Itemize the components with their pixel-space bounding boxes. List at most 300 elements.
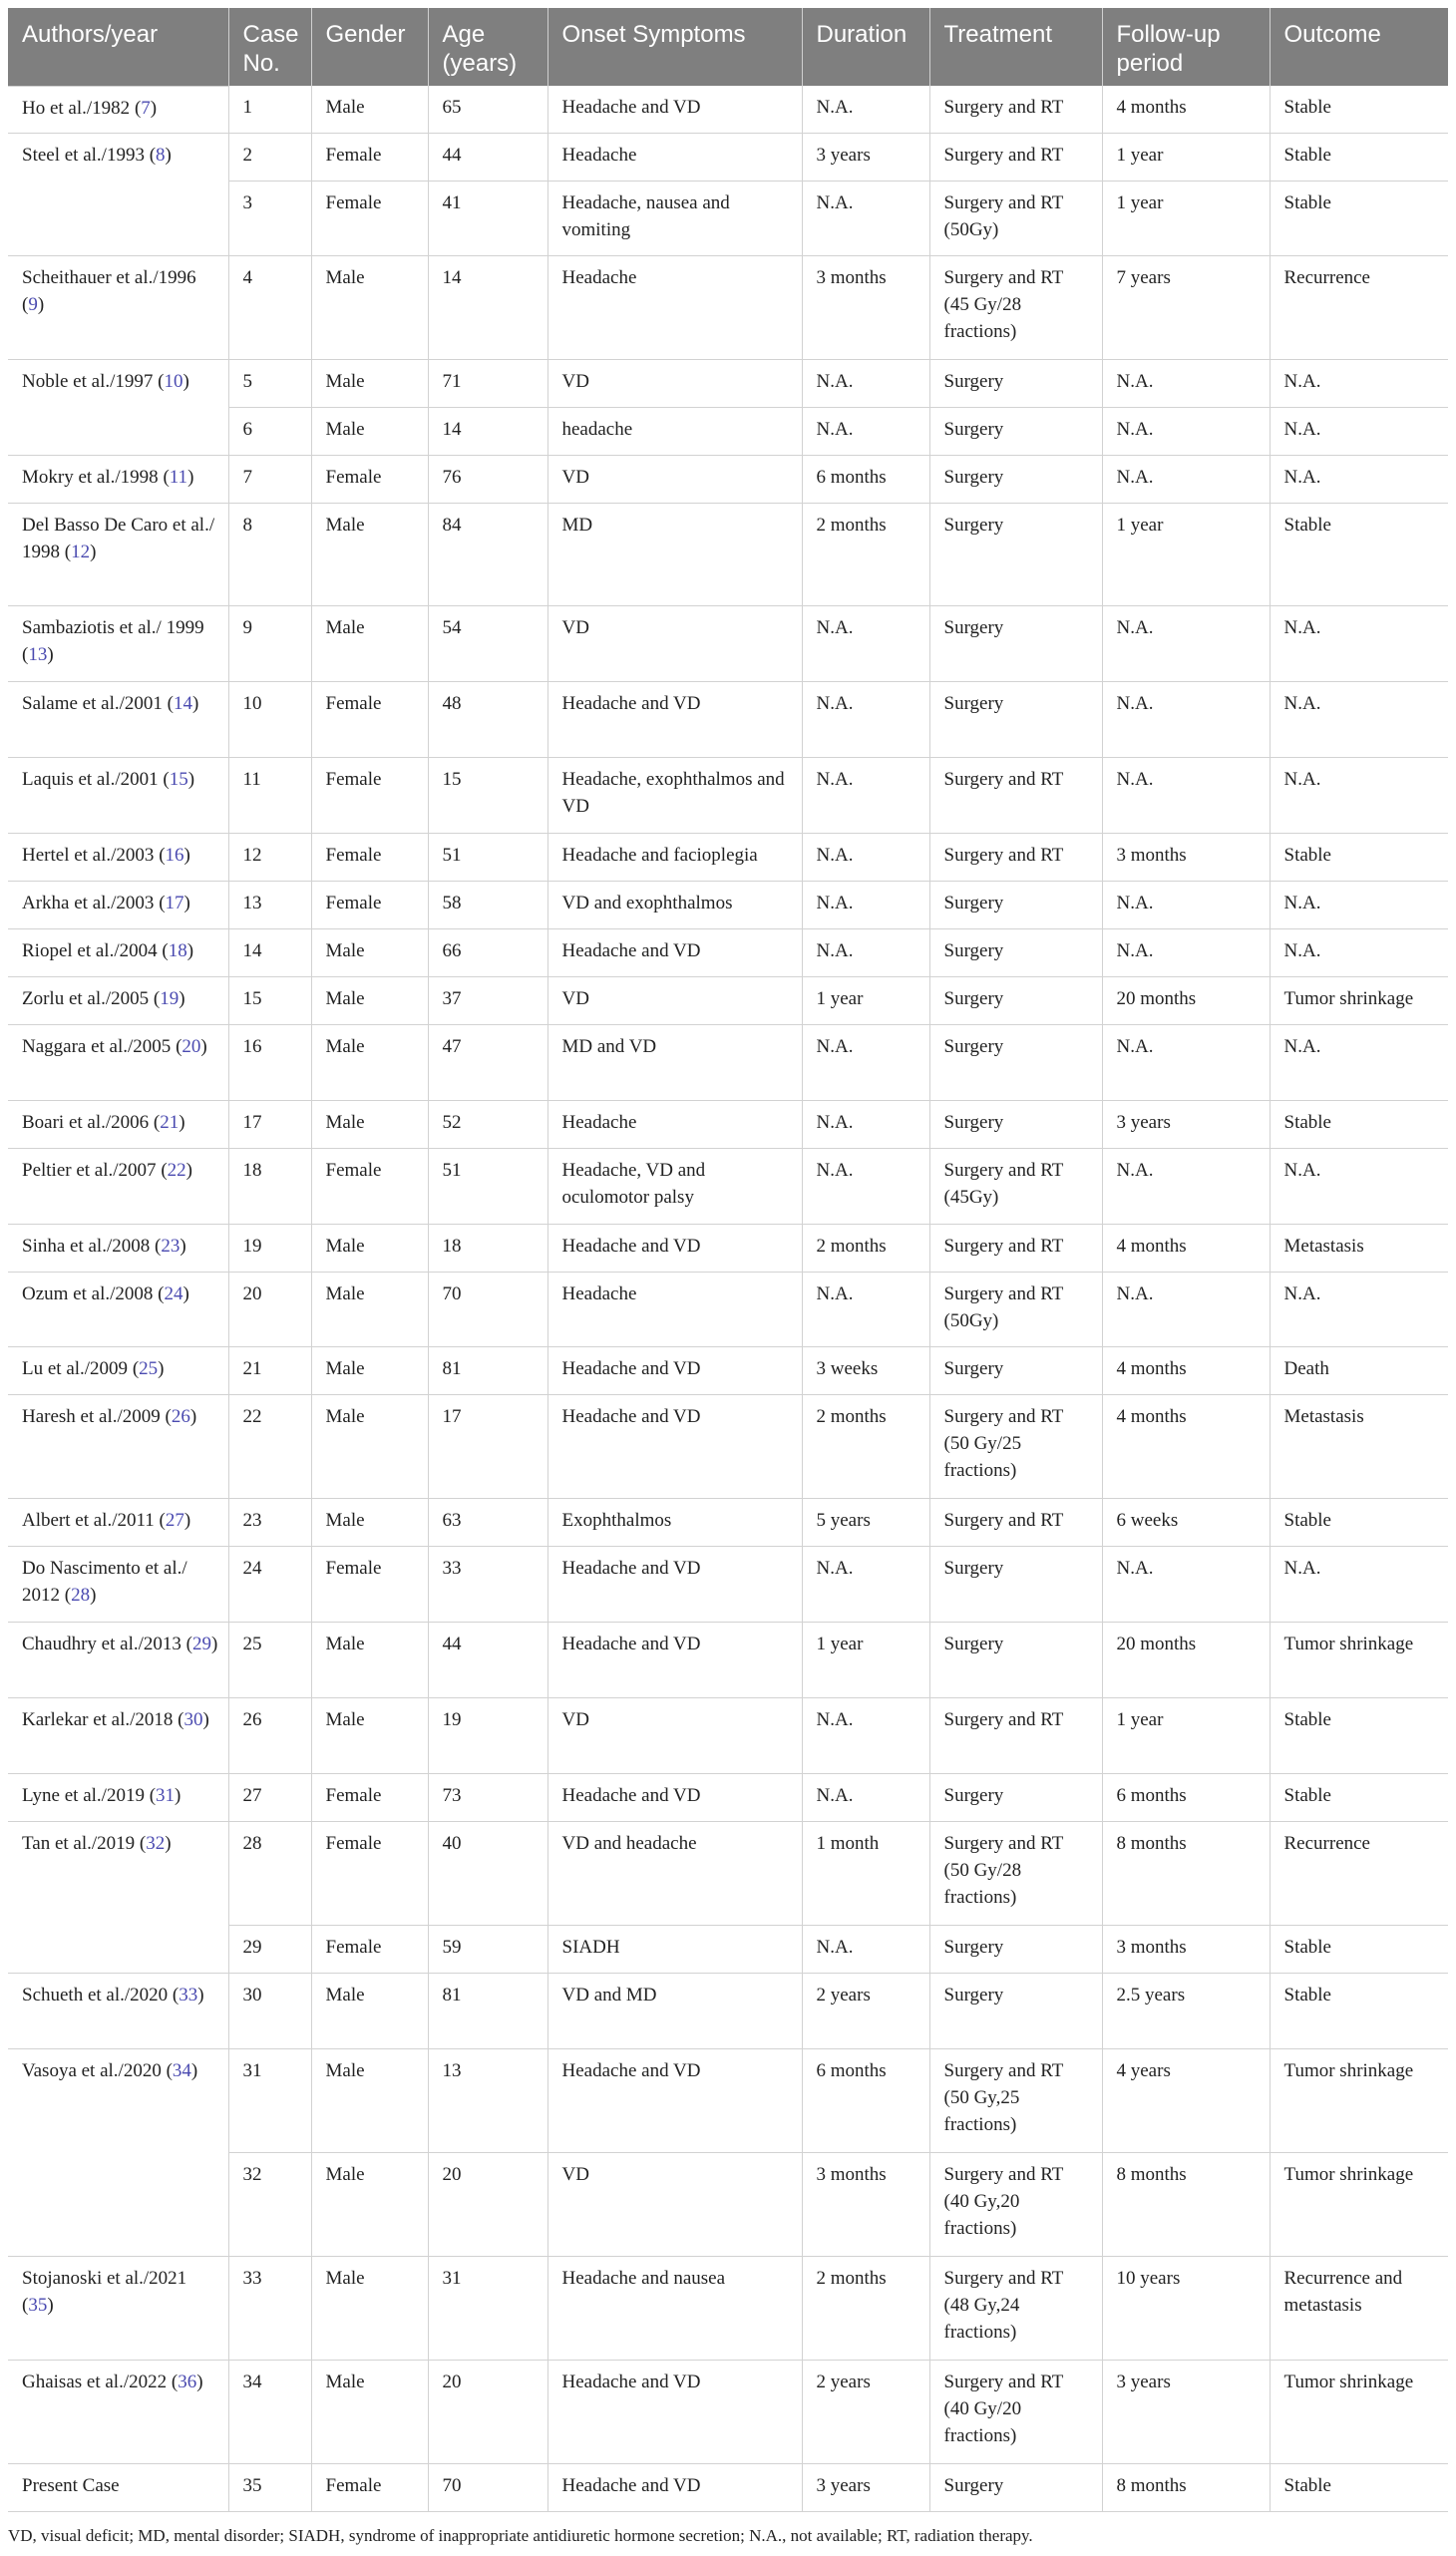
reference-link[interactable]: 21 xyxy=(160,1111,180,1133)
reference-link[interactable]: 32 xyxy=(146,1832,166,1854)
table-row xyxy=(8,359,1448,407)
cell-treatment: Surgery xyxy=(929,605,1102,681)
cell-case: 5 xyxy=(228,359,311,407)
cell-gender: Male xyxy=(311,1346,428,1394)
cell-case: 29 xyxy=(228,1925,311,1973)
cell-case: 20 xyxy=(228,1272,311,1346)
reference-link[interactable]: 28 xyxy=(71,1584,91,1606)
cell-followup: N.A. xyxy=(1102,407,1270,455)
cell-outcome: N.A. xyxy=(1270,928,1448,976)
cell-duration: 1 month xyxy=(802,1821,929,1925)
cell-symptoms: MD and VD xyxy=(547,1024,802,1100)
author-text: Ho et al./1982 xyxy=(22,97,131,119)
author-text: Do Nascimento et al./ 2012 xyxy=(22,1557,187,1606)
header-duration: Duration xyxy=(802,8,929,86)
header-onset-symptoms: Onset Symptoms xyxy=(547,8,802,86)
cell-author: Noble et al./1997 (10) xyxy=(8,359,228,407)
author-text: Del Basso De Caro et al./ 1998 xyxy=(22,514,215,562)
table-header-row xyxy=(8,8,1448,86)
cell-gender: Male xyxy=(311,407,428,455)
cell-age: 59 xyxy=(428,1925,547,1973)
cell-symptoms: VD xyxy=(547,2152,802,2256)
reference-link[interactable]: 35 xyxy=(28,2294,48,2316)
cell-duration: 3 weeks xyxy=(802,1346,929,1394)
table-row xyxy=(8,1394,1448,1498)
cell-followup: 8 months xyxy=(1102,1821,1270,1925)
cell-gender: Male xyxy=(311,2152,428,2256)
cell-duration: N.A. xyxy=(802,605,929,681)
cell-age: 81 xyxy=(428,1973,547,2048)
reference-link[interactable]: 8 xyxy=(156,144,166,166)
table-row xyxy=(8,1148,1448,1224)
cell-age: 41 xyxy=(428,181,547,255)
cell-age: 17 xyxy=(428,1394,547,1498)
cell-author: Karlekar et al./2018 (30) xyxy=(8,1697,228,1773)
reference-link[interactable]: 20 xyxy=(182,1035,201,1057)
author-text: Hertel et al./2003 xyxy=(22,844,155,866)
cell-outcome: Stable xyxy=(1270,1925,1448,1973)
cell-case: 1 xyxy=(228,86,311,133)
cell-author: Scheithauer et al./1996 (9) xyxy=(8,255,228,359)
cell-age: 48 xyxy=(428,681,547,757)
cell-duration: 3 months xyxy=(802,2152,929,2256)
cell-symptoms: Headache, nausea and vomiting xyxy=(547,181,802,255)
cell-followup: 3 months xyxy=(1102,1925,1270,1973)
cell-outcome: N.A. xyxy=(1270,407,1448,455)
cell-gender: Female xyxy=(311,2463,428,2511)
cell-gender: Female xyxy=(311,455,428,503)
cell-duration: N.A. xyxy=(802,1272,929,1346)
cell-treatment: Surgery and RT (40 Gy,20 fractions) xyxy=(929,2152,1102,2256)
cell-case: 34 xyxy=(228,2360,311,2463)
cell-followup: 1 year xyxy=(1102,133,1270,181)
cell-treatment: Surgery xyxy=(929,1346,1102,1394)
cell-case: 7 xyxy=(228,455,311,503)
cell-outcome: Death xyxy=(1270,1346,1448,1394)
cell-author: Arkha et al./2003 (17) xyxy=(8,881,228,928)
table-row xyxy=(8,1925,1448,1973)
cell-followup: 8 months xyxy=(1102,2152,1270,2256)
cell-case: 25 xyxy=(228,1622,311,1697)
case-table xyxy=(8,8,1448,2512)
cell-age: 31 xyxy=(428,2256,547,2360)
cell-outcome: Metastasis xyxy=(1270,1224,1448,1272)
cell-age: 66 xyxy=(428,928,547,976)
cell-gender: Female xyxy=(311,1821,428,1925)
cell-gender: Male xyxy=(311,1024,428,1100)
cell-case: 2 xyxy=(228,133,311,181)
cell-age: 52 xyxy=(428,1100,547,1148)
header-authors: Authors/year xyxy=(8,8,228,86)
cell-outcome: Stable xyxy=(1270,181,1448,255)
reference-link[interactable]: 24 xyxy=(164,1282,183,1304)
cell-gender: Female xyxy=(311,681,428,757)
table-footnote: VD, visual deficit; MD, mental disorder; SIADH, syndrome of inappropriate antidiuretic hormone secretion; N.A., not available; RT, radiation therapy. xyxy=(8,2526,1033,2545)
cell-duration: N.A. xyxy=(802,1546,929,1622)
cell-author: Mokry et al./1998 (11) xyxy=(8,455,228,503)
reference-link[interactable]: 29 xyxy=(191,1633,211,1654)
reference-link[interactable]: 15 xyxy=(169,768,188,790)
cell-author xyxy=(8,2463,228,2511)
table-row xyxy=(8,2048,1448,2152)
cell-case: 31 xyxy=(228,2048,311,2152)
cell-case: 30 xyxy=(228,1973,311,2048)
cell-treatment: Surgery and RT xyxy=(929,1498,1102,1546)
header-treatment: Treatment xyxy=(929,8,1102,86)
cell-treatment: Surgery xyxy=(929,928,1102,976)
cell-outcome: Stable xyxy=(1270,86,1448,133)
cell-author: Salame et al./2001 (14) xyxy=(8,681,228,757)
author-text: Present Case xyxy=(22,2474,120,2496)
reference-link[interactable]: 27 xyxy=(165,1509,184,1531)
cell-followup: 3 months xyxy=(1102,833,1270,881)
cell-outcome: N.A. xyxy=(1270,1024,1448,1100)
cell-age: 20 xyxy=(428,2152,547,2256)
cell-outcome: Stable xyxy=(1270,1697,1448,1773)
cell-case: 8 xyxy=(228,503,311,605)
cell-followup: N.A. xyxy=(1102,1272,1270,1346)
table-row xyxy=(8,1024,1448,1100)
cell-age: 65 xyxy=(428,86,547,133)
cell-symptoms: Exophthalmos xyxy=(547,1498,802,1546)
reference-link[interactable]: 12 xyxy=(71,541,91,562)
cell-followup: 7 years xyxy=(1102,255,1270,359)
cell-gender: Female xyxy=(311,833,428,881)
cell-duration: 2 years xyxy=(802,1973,929,2048)
cell-treatment: Surgery xyxy=(929,681,1102,757)
cell-symptoms: Headache and VD xyxy=(547,1346,802,1394)
cell-outcome: Tumor shrinkage xyxy=(1270,1622,1448,1697)
table-row xyxy=(8,1973,1448,2048)
cell-duration: 2 months xyxy=(802,503,929,605)
author-text: Mokry et al./1998 xyxy=(22,466,159,488)
author-text: Arkha et al./2003 xyxy=(22,892,155,913)
cell-case: 10 xyxy=(228,681,311,757)
cell-duration: N.A. xyxy=(802,407,929,455)
cell-gender: Male xyxy=(311,1973,428,2048)
author-text: Schueth et al./2020 xyxy=(22,1984,169,2006)
cell-gender: Male xyxy=(311,503,428,605)
author-text: Steel et al./1993 xyxy=(22,144,145,166)
cell-duration: N.A. xyxy=(802,181,929,255)
table-body xyxy=(8,86,1448,2511)
reference-link[interactable]: 18 xyxy=(168,939,187,961)
table-row xyxy=(8,1821,1448,1925)
cell-duration: 1 year xyxy=(802,1622,929,1697)
cell-symptoms: VD xyxy=(547,359,802,407)
cell-case: 16 xyxy=(228,1024,311,1100)
reference-link[interactable]: 7 xyxy=(141,97,151,119)
cell-gender: Male xyxy=(311,2048,428,2152)
cell-symptoms: VD xyxy=(547,605,802,681)
cell-duration: N.A. xyxy=(802,928,929,976)
author-text: Laquis et al./2001 xyxy=(22,768,159,790)
cell-symptoms: VD xyxy=(547,976,802,1024)
header-gender: Gender xyxy=(311,8,428,86)
cell-followup: N.A. xyxy=(1102,928,1270,976)
cell-age: 33 xyxy=(428,1546,547,1622)
cell-case: 28 xyxy=(228,1821,311,1925)
table-row xyxy=(8,1498,1448,1546)
author-text: Chaudhry et al./2013 xyxy=(22,1633,182,1654)
cell-symptoms: Headache and VD xyxy=(547,681,802,757)
reference-link[interactable]: 14 xyxy=(173,692,192,714)
author-text: Stojanoski et al./2021 xyxy=(22,2267,187,2289)
cell-followup: N.A. xyxy=(1102,359,1270,407)
cell-outcome: Stable xyxy=(1270,1100,1448,1148)
author-text: Lyne et al./2019 xyxy=(22,1784,145,1806)
cell-followup: 8 months xyxy=(1102,2463,1270,2511)
cell-duration: N.A. xyxy=(802,1148,929,1224)
cell-case: 17 xyxy=(228,1100,311,1148)
cell-author: Steel et al./1993 (8) xyxy=(8,133,228,181)
cell-age: 40 xyxy=(428,1821,547,1925)
cell-author: Albert et al./2011 (27) xyxy=(8,1498,228,1546)
cell-case: 6 xyxy=(228,407,311,455)
table-row xyxy=(8,757,1448,833)
table-row xyxy=(8,503,1448,605)
cell-case: 13 xyxy=(228,881,311,928)
cell-treatment: Surgery and RT xyxy=(929,133,1102,181)
cell-author: Peltier et al./2007 (22) xyxy=(8,1148,228,1224)
cell-age: 76 xyxy=(428,455,547,503)
reference-link[interactable]: 36 xyxy=(178,2371,197,2392)
cell-duration: N.A. xyxy=(802,359,929,407)
table-row xyxy=(8,1346,1448,1394)
cell-duration: 3 months xyxy=(802,255,929,359)
cell-outcome: Stable xyxy=(1270,1498,1448,1546)
cell-case: 11 xyxy=(228,757,311,833)
cell-followup: 3 years xyxy=(1102,1100,1270,1148)
cell-symptoms: VD xyxy=(547,1697,802,1773)
cell-symptoms: headache xyxy=(547,407,802,455)
cell-treatment: Surgery xyxy=(929,407,1102,455)
cell-followup: 1 year xyxy=(1102,503,1270,605)
cell-treatment: Surgery and RT (45 Gy/28 fractions) xyxy=(929,255,1102,359)
table-row xyxy=(8,1100,1448,1148)
cell-author: Ghaisas et al./2022 (36) xyxy=(8,2360,228,2463)
cell-age: 54 xyxy=(428,605,547,681)
cell-author: Ozum et al./2008 (24) xyxy=(8,1272,228,1346)
cell-author: Tan et al./2019 (32) xyxy=(8,1821,228,1925)
table-row xyxy=(8,976,1448,1024)
cell-age: 51 xyxy=(428,1148,547,1224)
cell-author: Laquis et al./2001 (15) xyxy=(8,757,228,833)
cell-age: 13 xyxy=(428,2048,547,2152)
cell-case: 22 xyxy=(228,1394,311,1498)
cell-outcome: N.A. xyxy=(1270,1272,1448,1346)
cell-followup: N.A. xyxy=(1102,1546,1270,1622)
cell-age: 71 xyxy=(428,359,547,407)
cell-age: 14 xyxy=(428,407,547,455)
table-row xyxy=(8,455,1448,503)
table-row xyxy=(8,1272,1448,1346)
cell-treatment: Surgery xyxy=(929,1546,1102,1622)
table-row xyxy=(8,2360,1448,2463)
reference-link[interactable]: 16 xyxy=(165,844,184,866)
table-row xyxy=(8,928,1448,976)
cell-outcome: N.A. xyxy=(1270,455,1448,503)
cell-followup: N.A. xyxy=(1102,455,1270,503)
cell-gender: Male xyxy=(311,1100,428,1148)
cell-author: Do Nascimento et al./ 2012 (28) xyxy=(8,1546,228,1622)
cell-followup: 6 weeks xyxy=(1102,1498,1270,1546)
cell-case: 35 xyxy=(228,2463,311,2511)
cell-gender: Female xyxy=(311,181,428,255)
author-text: Salame et al./2001 xyxy=(22,692,163,714)
table-row xyxy=(8,605,1448,681)
cell-treatment: Surgery and RT (48 Gy,24 fractions) xyxy=(929,2256,1102,2360)
cell-author: Riopel et al./2004 (18) xyxy=(8,928,228,976)
table-row xyxy=(8,833,1448,881)
reference-link[interactable]: 31 xyxy=(156,1784,176,1806)
cell-treatment: Surgery and RT xyxy=(929,1697,1102,1773)
cell-outcome: Metastasis xyxy=(1270,1394,1448,1498)
cell-duration: N.A. xyxy=(802,1697,929,1773)
cell-duration: N.A. xyxy=(802,833,929,881)
author-text: Naggara et al./2005 xyxy=(22,1035,172,1057)
cell-treatment: Surgery and RT (50Gy) xyxy=(929,181,1102,255)
cell-gender: Female xyxy=(311,1925,428,1973)
cell-symptoms: VD and headache xyxy=(547,1821,802,1925)
cell-case: 3 xyxy=(228,181,311,255)
author-text: Riopel et al./2004 xyxy=(22,939,158,961)
cell-duration: 6 months xyxy=(802,2048,929,2152)
cell-followup: 1 year xyxy=(1102,1697,1270,1773)
author-text: Lu et al./2009 xyxy=(22,1357,129,1379)
cell-symptoms: Headache and VD xyxy=(547,1224,802,1272)
cell-author: Lyne et al./2019 (31) xyxy=(8,1773,228,1821)
cell-symptoms: Headache and VD xyxy=(547,1546,802,1622)
cell-treatment: Surgery xyxy=(929,1622,1102,1697)
cell-followup: 4 months xyxy=(1102,1394,1270,1498)
cell-author: Del Basso De Caro et al./ 1998 (12) xyxy=(8,503,228,605)
cell-age: 58 xyxy=(428,881,547,928)
reference-link[interactable]: 34 xyxy=(172,2059,191,2081)
cell-author: Sinha et al./2008 (23) xyxy=(8,1224,228,1272)
reference-link[interactable]: 25 xyxy=(139,1357,159,1379)
cell-symptoms: SIADH xyxy=(547,1925,802,1973)
table-row xyxy=(8,86,1448,133)
reference-link[interactable]: 22 xyxy=(167,1159,186,1181)
cell-symptoms: VD and MD xyxy=(547,1973,802,2048)
author-text: Scheithauer et al./1996 xyxy=(22,266,196,288)
cell-symptoms: Headache and VD xyxy=(547,2360,802,2463)
reference-link[interactable]: 10 xyxy=(164,370,183,392)
cell-followup: 4 months xyxy=(1102,1346,1270,1394)
author-text: Ozum et al./2008 xyxy=(22,1282,154,1304)
cell-symptoms: Headache and VD xyxy=(547,928,802,976)
table-row xyxy=(8,133,1448,181)
reference-link[interactable]: 26 xyxy=(171,1405,190,1427)
cell-outcome: Stable xyxy=(1270,1973,1448,2048)
cell-gender: Female xyxy=(311,881,428,928)
cell-duration: 6 months xyxy=(802,455,929,503)
cell-gender: Female xyxy=(311,1773,428,1821)
reference-link[interactable]: 23 xyxy=(161,1235,181,1257)
cell-duration: 5 years xyxy=(802,1498,929,1546)
cell-age: 18 xyxy=(428,1224,547,1272)
reference-link[interactable]: 19 xyxy=(160,987,180,1009)
cell-treatment: Surgery and RT (50Gy) xyxy=(929,1272,1102,1346)
cell-treatment: Surgery and RT (50 Gy,25 fractions) xyxy=(929,2048,1102,2152)
cell-case: 4 xyxy=(228,255,311,359)
cell-symptoms: Headache xyxy=(547,255,802,359)
cell-outcome: N.A. xyxy=(1270,681,1448,757)
cell-author: Zorlu et al./2005 (19) xyxy=(8,976,228,1024)
reference-link[interactable]: 33 xyxy=(179,1984,198,2006)
cell-case: 33 xyxy=(228,2256,311,2360)
cell-symptoms: MD xyxy=(547,503,802,605)
table-row xyxy=(8,881,1448,928)
cell-case: 27 xyxy=(228,1773,311,1821)
cell-age: 51 xyxy=(428,833,547,881)
cell-treatment: Surgery xyxy=(929,2463,1102,2511)
cell-outcome: Recurrence xyxy=(1270,1821,1448,1925)
cell-symptoms: Headache and VD xyxy=(547,1622,802,1697)
reference-link[interactable]: 11 xyxy=(169,466,188,488)
cell-symptoms: VD xyxy=(547,455,802,503)
header-follow-up: Follow-up period xyxy=(1102,8,1270,86)
cell-symptoms: Headache and VD xyxy=(547,1394,802,1498)
reference-link[interactable]: 13 xyxy=(28,643,48,665)
reference-link[interactable]: 9 xyxy=(28,293,38,315)
case-table-container xyxy=(8,8,1448,2512)
cell-gender: Male xyxy=(311,1394,428,1498)
cell-age: 70 xyxy=(428,1272,547,1346)
cell-age: 44 xyxy=(428,133,547,181)
table-row xyxy=(8,1622,1448,1697)
cell-outcome: Recurrence xyxy=(1270,255,1448,359)
cell-treatment: Surgery xyxy=(929,455,1102,503)
cell-author xyxy=(8,181,228,255)
cell-treatment: Surgery and RT (40 Gy/20 fractions) xyxy=(929,2360,1102,2463)
table-row xyxy=(8,681,1448,757)
cell-author: Ho et al./1982 (7) xyxy=(8,86,228,133)
cell-duration: 3 years xyxy=(802,133,929,181)
cell-author: Schueth et al./2020 (33) xyxy=(8,1973,228,2048)
cell-gender: Male xyxy=(311,1622,428,1697)
cell-gender: Male xyxy=(311,359,428,407)
reference-link[interactable]: 17 xyxy=(165,892,184,913)
cell-followup: N.A. xyxy=(1102,681,1270,757)
cell-author: Haresh et al./2009 (26) xyxy=(8,1394,228,1498)
cell-age: 15 xyxy=(428,757,547,833)
cell-treatment: Surgery xyxy=(929,1973,1102,2048)
header-outcome: Outcome xyxy=(1270,8,1448,86)
author-text: Sinha et al./2008 xyxy=(22,1235,151,1257)
table-row xyxy=(8,1224,1448,1272)
cell-duration: N.A. xyxy=(802,86,929,133)
table-row xyxy=(8,1773,1448,1821)
cell-outcome: N.A. xyxy=(1270,605,1448,681)
reference-link[interactable]: 30 xyxy=(183,1708,203,1730)
table-row xyxy=(8,2256,1448,2360)
table-row xyxy=(8,255,1448,359)
cell-outcome: Tumor shrinkage xyxy=(1270,976,1448,1024)
table-row xyxy=(8,407,1448,455)
cell-outcome: Tumor shrinkage xyxy=(1270,2360,1448,2463)
cell-age: 47 xyxy=(428,1024,547,1100)
cell-age: 73 xyxy=(428,1773,547,1821)
cell-followup: 4 years xyxy=(1102,2048,1270,2152)
cell-case: 18 xyxy=(228,1148,311,1224)
cell-outcome: N.A. xyxy=(1270,1148,1448,1224)
cell-treatment: Surgery xyxy=(929,359,1102,407)
cell-followup: 4 months xyxy=(1102,1224,1270,1272)
table-row xyxy=(8,2463,1448,2511)
cell-author xyxy=(8,2152,228,2256)
